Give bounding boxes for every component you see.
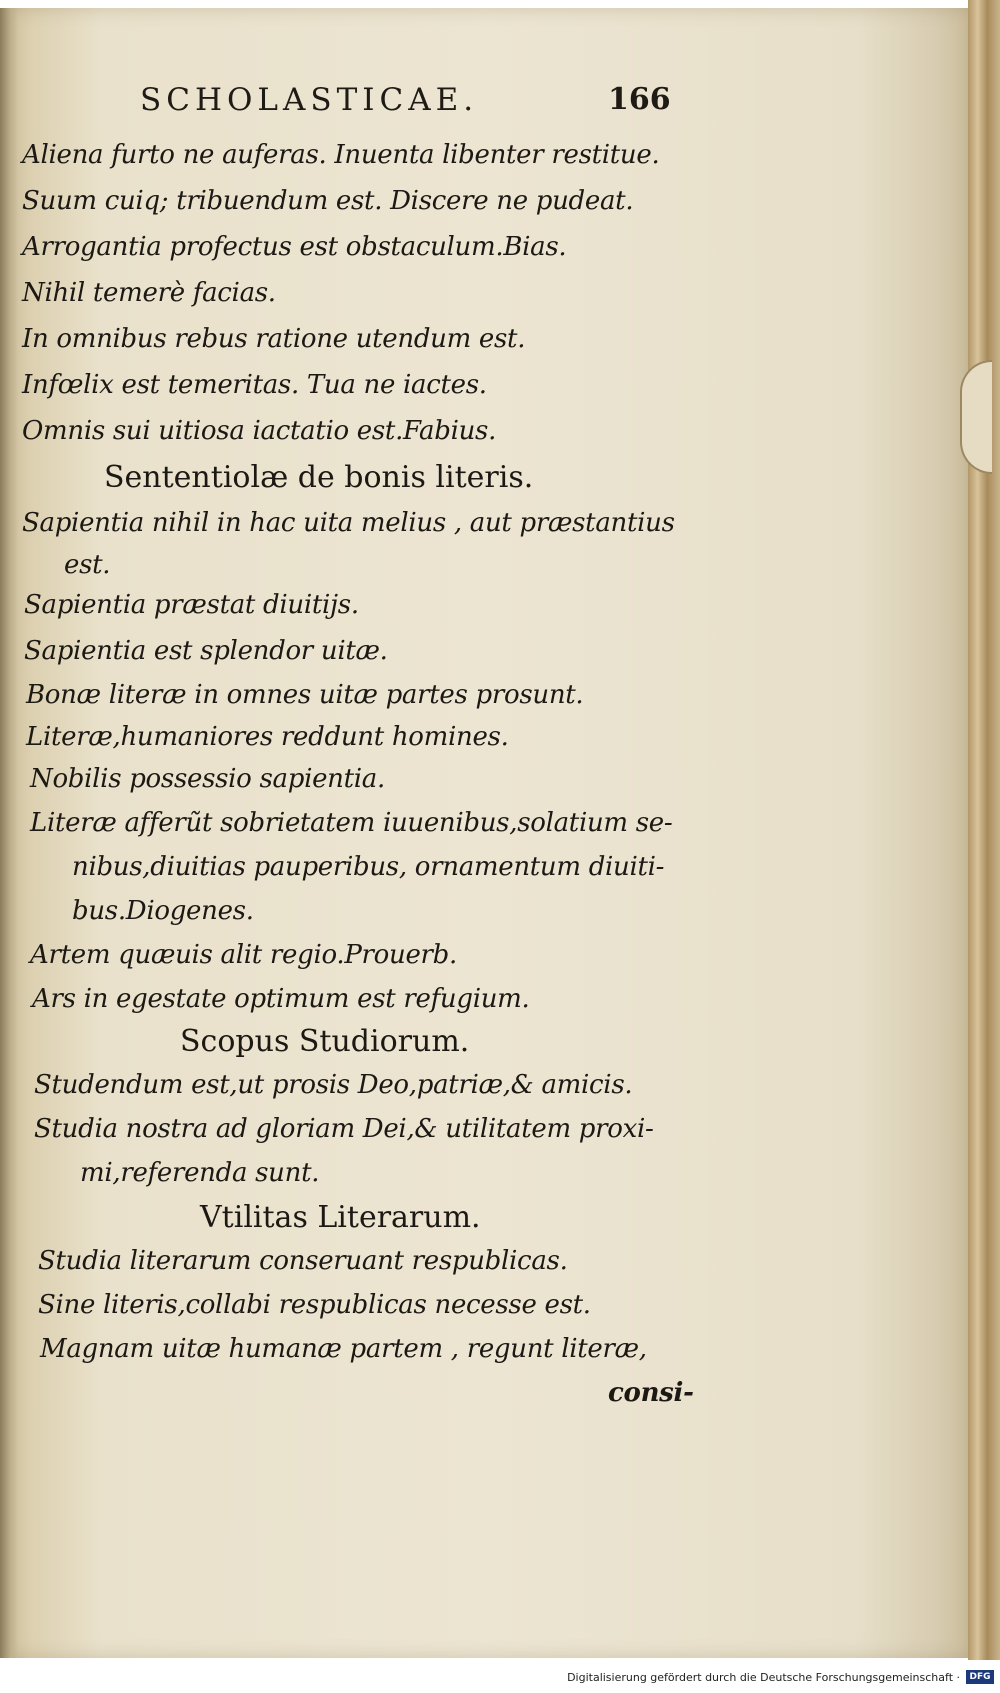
text-line: Aliena furto ne auferas. Inuenta libenter restitue. [22, 140, 660, 170]
text-line: Sapientia est splendor uitæ. [24, 636, 388, 666]
text-line: Infœlix est temeritas. Tua ne iactes. [22, 370, 487, 400]
section-heading: Vtilitas Literarum. [200, 1200, 481, 1235]
text-line: Studia literarum conseruant respublicas. [38, 1246, 568, 1276]
gutter-shadow [0, 8, 18, 1658]
text-line: bus.Diogenes. [72, 896, 254, 926]
text-line: Ars in egestate optimum est refugium. [32, 984, 530, 1014]
text-line: Sapientia nihil in hac uita melius , aut præstantius [22, 508, 675, 538]
text-line: Arrogantia profectus est obstaculum.Bias. [22, 232, 567, 262]
page-edge [968, 0, 1000, 1660]
text-line: Studia nostra ad gloriam Dei,& utilitatem proxi- [34, 1114, 654, 1144]
text-line: Bonæ literæ in omnes uitæ partes prosunt. [26, 680, 584, 710]
page-number: 166 [608, 82, 671, 117]
text-line: Literæ afferũt sobrietatem iuuenibus,solatium se- [30, 808, 673, 838]
dfg-logo: DFG [966, 1670, 994, 1684]
text-line: Literæ,humaniores reddunt homines. [26, 722, 509, 752]
text-line: Nobilis possessio sapientia. [30, 764, 385, 794]
text-line: Artem quæuis alit regio.Prouerb. [30, 940, 457, 970]
text-line: Nihil temerè facias. [22, 278, 276, 308]
funding-credit: Digitalisierung gefördert durch die Deutsche Forschungsgemeinschaft · [567, 1671, 960, 1684]
thumb-tab [960, 360, 992, 474]
text-line: nibus,diuitias pauperibus, ornamentum diuiti- [72, 852, 665, 882]
running-head: SCHOLASTICAE. [140, 82, 479, 118]
text-line: Magnam uitæ humanæ partem , regunt literæ, [40, 1334, 647, 1364]
section-heading: Scopus Studiorum. [180, 1024, 470, 1059]
text-line: Sine literis,collabi respublicas necesse est. [38, 1290, 591, 1320]
digitization-footer [0, 1665, 1000, 1693]
text-line: Omnis sui uitiosa iactatio est.Fabius. [22, 416, 497, 446]
page-header [140, 82, 680, 130]
text-line: Suum cuiq; tribuendum est. Discere ne pudeat. [22, 186, 634, 216]
text-line: In omnibus rebus ratione utendum est. [22, 324, 526, 354]
text-line: est. [64, 550, 111, 580]
section-heading: Sententiolæ de bonis literis. [104, 460, 534, 495]
text-line: Studendum est,ut prosis Deo,patriæ,& amicis. [34, 1070, 633, 1100]
catchword: consi- [608, 1378, 694, 1408]
text-line: mi,referenda sunt. [80, 1158, 320, 1188]
text-line: Sapientia præstat diuitijs. [24, 590, 359, 620]
